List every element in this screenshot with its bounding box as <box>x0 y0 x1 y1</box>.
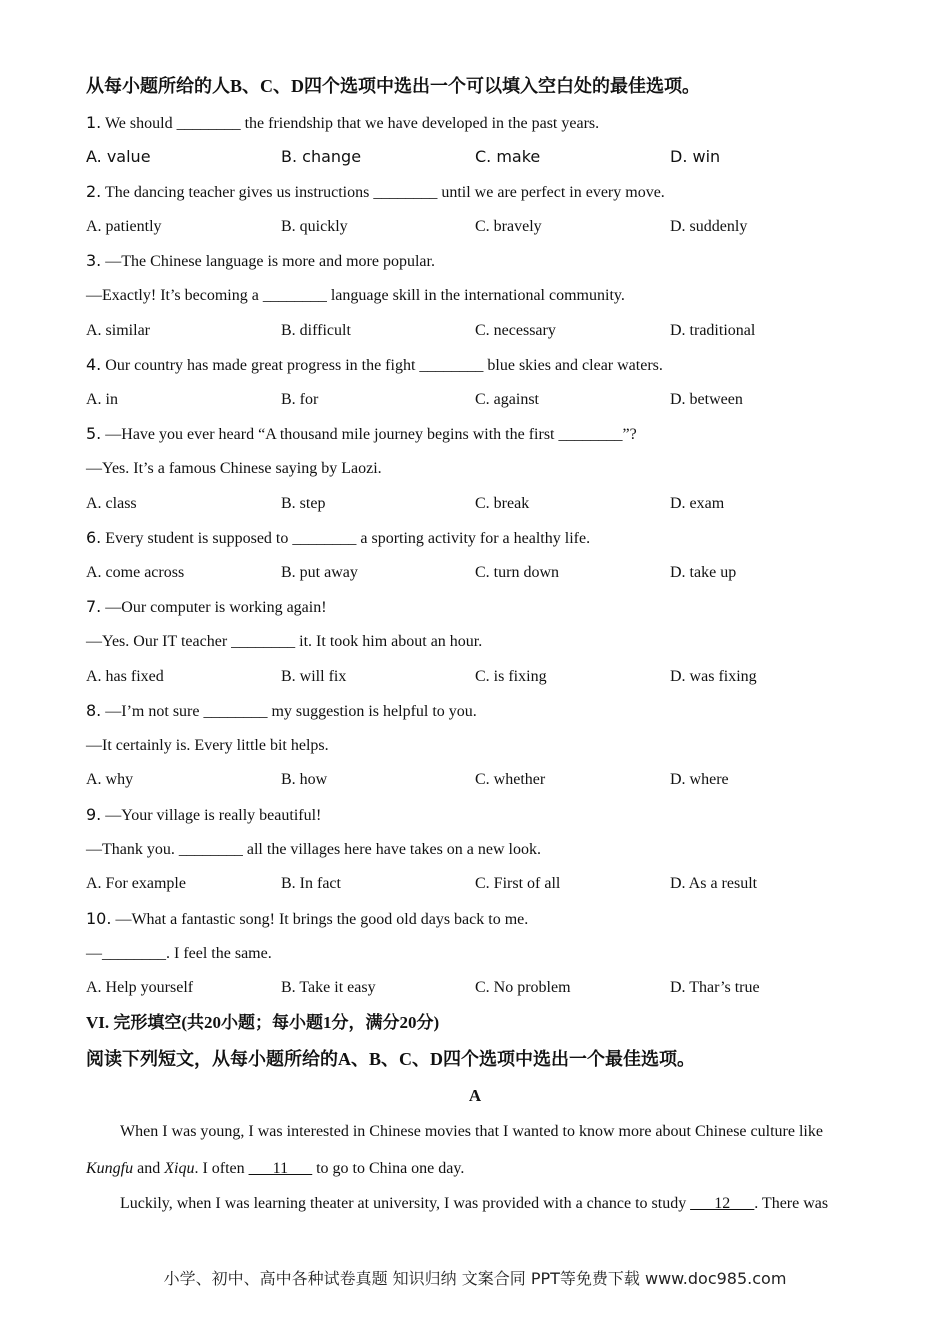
question-10-line-2: —________. I feel the same. <box>86 945 272 962</box>
option-b[interactable]: B. will fix <box>281 668 347 685</box>
options-9 <box>86 873 866 895</box>
options-5 <box>86 493 866 515</box>
option-a[interactable]: A. come across <box>86 564 185 581</box>
option-d[interactable]: D. where <box>670 771 729 788</box>
question-text: We should ________ the friendship that we have developed in the past years. <box>101 115 600 132</box>
option-a[interactable]: A. has fixed <box>86 668 164 685</box>
question-text: —What a fantastic song! It brings the good old days back to me. <box>111 911 529 928</box>
section-instruction: 阅读下列短文，从每小题所给的A、B、C、D四个选项中选出一个最佳选项。 <box>86 1049 695 1069</box>
option-d[interactable]: D. As a result <box>670 875 758 892</box>
footer-watermark: 小学、初中、高中各种试卷真题 知识归纳 文案合同 PPT等免费下载 www.doc985.com <box>163 1269 787 1288</box>
question-number: 9. <box>86 805 102 824</box>
question-3-line-2: —Exactly! It’s becoming a ________ language skill in the international community. <box>86 287 625 304</box>
option-b[interactable]: B. quickly <box>281 218 348 235</box>
question-10 <box>86 908 528 931</box>
question-4 <box>86 354 663 377</box>
options-8 <box>86 769 866 791</box>
option-b[interactable]: B. In fact <box>281 875 341 892</box>
text: to go to China one day. <box>312 1160 465 1177</box>
option-a[interactable]: A. similar <box>86 322 150 339</box>
option-b[interactable]: B. Take it easy <box>281 979 376 996</box>
option-d[interactable]: D. win <box>670 147 721 166</box>
section-title: VI. 完形填空(共20小题；每小题1分，满分20分) <box>86 1013 440 1032</box>
text: . There was <box>754 1195 829 1212</box>
question-3 <box>86 250 435 273</box>
option-d[interactable]: D. suddenly <box>670 218 748 235</box>
option-d[interactable]: D. take up <box>670 564 737 581</box>
option-d[interactable]: D. Thar’s true <box>670 979 760 996</box>
option-c[interactable]: C. bravely <box>475 218 542 235</box>
question-number: 5. <box>86 424 102 443</box>
instruction-heading: 从每小题所给的人B、C、D四个选项中选出一个可以填入空白处的最佳选项。 <box>86 76 701 96</box>
passage-line-3 <box>120 1193 828 1215</box>
question-9 <box>86 804 321 827</box>
question-number: 1. <box>86 113 102 132</box>
question-2 <box>86 181 665 204</box>
question-8 <box>86 700 477 723</box>
question-number: 6. <box>86 528 102 547</box>
question-number: 2. <box>86 182 102 201</box>
question-8-line-2: —It certainly is. Every little bit helps. <box>86 737 329 754</box>
option-b[interactable]: B. difficult <box>281 322 351 339</box>
question-text: —Our computer is working again! <box>101 599 327 616</box>
option-b[interactable]: B. put away <box>281 564 358 581</box>
option-c[interactable]: C. turn down <box>475 564 559 581</box>
option-a[interactable]: A. why <box>86 771 134 788</box>
options-2 <box>86 216 866 238</box>
text: and <box>133 1160 165 1177</box>
question-5-line-2: —Yes. It’s a famous Chinese saying by Laozi. <box>86 460 382 477</box>
option-d[interactable]: D. exam <box>670 495 725 512</box>
option-b[interactable]: B. how <box>281 771 328 788</box>
options-1 <box>86 146 866 168</box>
options-4 <box>86 389 866 411</box>
question-1 <box>86 112 599 135</box>
question-6 <box>86 527 590 550</box>
text: Luckily, when I was learning theater at university, I was provided with a chance to study <box>120 1195 691 1212</box>
option-c[interactable]: C. break <box>475 495 530 512</box>
blank-11[interactable]: ___11___ <box>248 1160 313 1177</box>
option-d[interactable]: D. traditional <box>670 322 756 339</box>
question-number: 8. <box>86 701 102 720</box>
options-7 <box>86 666 866 688</box>
option-d[interactable]: D. between <box>670 391 743 408</box>
question-7-line-2: —Yes. Our IT teacher ________ it. It took him about an hour. <box>86 633 483 650</box>
question-text: Every student is supposed to ________ a sporting activity for a healthy life. <box>101 530 591 547</box>
question-text: —The Chinese language is more and more popular. <box>101 253 435 270</box>
option-c[interactable]: C. First of all <box>475 875 561 892</box>
question-text: —Your village is really beautiful! <box>101 807 322 824</box>
question-number: 7. <box>86 597 102 616</box>
option-a[interactable]: A. patiently <box>86 218 162 235</box>
options-6 <box>86 562 866 584</box>
term-kungfu: Kungfu <box>86 1160 134 1177</box>
options-3 <box>86 320 866 342</box>
option-b[interactable]: B. step <box>281 495 326 512</box>
option-c[interactable]: C. against <box>475 391 539 408</box>
text: . I often <box>194 1160 249 1177</box>
question-text: —I’m not sure ________ my suggestion is helpful to you. <box>101 703 477 720</box>
question-text: —Have you ever heard “A thousand mile journey begins with the first ________”? <box>101 426 637 443</box>
option-a[interactable]: A. For example <box>86 875 186 892</box>
passage-line-2 <box>86 1158 464 1180</box>
option-c[interactable]: C. necessary <box>475 322 556 339</box>
question-7 <box>86 596 327 619</box>
options-10 <box>86 977 866 999</box>
question-text: Our country has made great progress in the fight ________ blue skies and clear waters. <box>101 357 663 374</box>
option-c[interactable]: C. No problem <box>475 979 571 996</box>
passage-label: A <box>468 1086 482 1105</box>
option-b[interactable]: B. change <box>281 147 362 166</box>
option-a[interactable]: A. class <box>86 495 137 512</box>
option-c[interactable]: C. whether <box>475 771 546 788</box>
option-c[interactable]: C. is fixing <box>475 668 547 685</box>
term-xiqu: Xiqu <box>164 1160 195 1177</box>
option-c[interactable]: C. make <box>475 147 541 166</box>
option-b[interactable]: B. for <box>281 391 319 408</box>
question-number: 10. <box>86 909 112 928</box>
option-a[interactable]: A. value <box>86 147 151 166</box>
blank-12[interactable]: ___12___ <box>690 1195 755 1212</box>
option-a[interactable]: A. Help yourself <box>86 979 194 996</box>
question-5 <box>86 423 637 446</box>
passage-line-1: When I was young, I was interested in Chinese movies that I wanted to know more about Chinese culture like <box>120 1123 823 1140</box>
option-a[interactable]: A. in <box>86 391 118 408</box>
option-d[interactable]: D. was fixing <box>670 668 757 685</box>
question-text: The dancing teacher gives us instructions ________ until we are perfect in every move. <box>101 184 665 201</box>
question-number: 4. <box>86 355 102 374</box>
question-number: 3. <box>86 251 102 270</box>
question-9-line-2: —Thank you. ________ all the villages here have takes on a new look. <box>86 841 541 858</box>
